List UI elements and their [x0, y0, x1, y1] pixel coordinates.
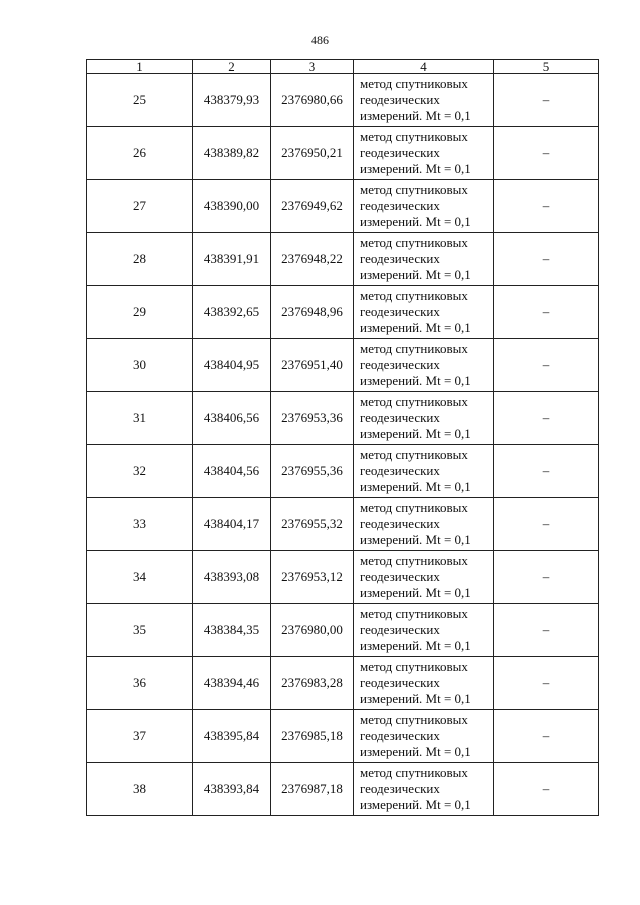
- x-coordinate-cell: [193, 339, 271, 392]
- point-number-cell: [87, 657, 193, 710]
- method-cell: [354, 498, 494, 551]
- y-coordinate-cell: [271, 233, 354, 286]
- note-cell: [494, 339, 599, 392]
- x-coordinate-cell-text: 438389,82: [203, 145, 260, 160]
- x-coordinate-cell-text: 438395,84: [203, 728, 260, 743]
- point-number-cell-text: 34: [133, 569, 146, 584]
- note-cell-text: –: [542, 251, 550, 266]
- x-coordinate-cell: [193, 445, 271, 498]
- point-number-cell-text: 32: [133, 463, 146, 478]
- note-cell: [494, 551, 599, 604]
- x-coordinate-cell: [193, 551, 271, 604]
- method-cell-text: метод спутниковых геодезических измерений. Mt = 0,1: [360, 129, 471, 176]
- method-cell: [354, 710, 494, 763]
- y-coordinate-cell: [271, 498, 354, 551]
- y-coordinate-cell-text: 2376980,00: [281, 622, 343, 637]
- table-row: [87, 710, 599, 763]
- y-coordinate-cell: [271, 286, 354, 339]
- point-number-cell-text: 25: [133, 92, 146, 107]
- point-number-cell-text: 31: [133, 410, 146, 425]
- table-row: [87, 763, 599, 816]
- y-coordinate-cell-text: 2376953,36: [281, 410, 343, 425]
- note-cell-text: –: [542, 516, 550, 531]
- x-coordinate-cell: [193, 74, 271, 127]
- column-header: 5: [494, 60, 599, 74]
- x-coordinate-cell: [193, 710, 271, 763]
- note-cell-text: –: [542, 728, 550, 743]
- y-coordinate-cell: [271, 657, 354, 710]
- y-coordinate-cell-text: 2376953,12: [281, 569, 343, 584]
- x-coordinate-cell-text: 438392,65: [203, 304, 260, 319]
- note-cell-text: –: [542, 198, 550, 213]
- note-cell: [494, 233, 599, 286]
- x-coordinate-cell-text: 438390,00: [203, 198, 260, 213]
- note-cell-text: –: [542, 145, 550, 160]
- method-cell: [354, 604, 494, 657]
- table-row: [87, 392, 599, 445]
- method-cell-text: метод спутниковых геодезических измерений. Mt = 0,1: [360, 712, 471, 759]
- page-number: 486: [311, 33, 329, 47]
- column-header: 4: [354, 60, 494, 74]
- y-coordinate-cell: [271, 604, 354, 657]
- point-number-cell: [87, 763, 193, 816]
- point-number-cell: [87, 180, 193, 233]
- y-coordinate-cell: [271, 127, 354, 180]
- column-header: 2: [193, 60, 271, 74]
- method-cell: [354, 763, 494, 816]
- x-coordinate-cell: [193, 604, 271, 657]
- method-cell-text: метод спутниковых геодезических измерений. Mt = 0,1: [360, 182, 471, 229]
- point-number-cell: [87, 233, 193, 286]
- note-cell-text: –: [542, 781, 550, 796]
- method-cell-text: метод спутниковых геодезических измерений. Mt = 0,1: [360, 606, 471, 653]
- y-coordinate-cell-text: 2376987,18: [281, 781, 343, 796]
- point-number-cell: [87, 286, 193, 339]
- point-number-cell: [87, 445, 193, 498]
- note-cell-text: –: [542, 463, 550, 478]
- y-coordinate-cell-text: 2376985,18: [281, 728, 343, 743]
- point-number-cell: [87, 604, 193, 657]
- y-coordinate-cell: [271, 392, 354, 445]
- x-coordinate-cell-text: 438406,56: [203, 410, 260, 425]
- method-cell-text: метод спутниковых геодезических измерений. Mt = 0,1: [360, 235, 471, 282]
- table-row: [87, 604, 599, 657]
- table-row: [87, 233, 599, 286]
- x-coordinate-cell-text: 438393,08: [203, 569, 260, 584]
- y-coordinate-cell-text: 2376983,28: [281, 675, 343, 690]
- note-cell: [494, 710, 599, 763]
- table-row: [87, 445, 599, 498]
- note-cell-text: –: [542, 92, 550, 107]
- method-cell: [354, 657, 494, 710]
- y-coordinate-cell-text: 2376951,40: [281, 357, 343, 372]
- method-cell-text: метод спутниковых геодезических измерений. Mt = 0,1: [360, 76, 471, 123]
- x-coordinate-cell: [193, 233, 271, 286]
- point-number-cell: [87, 127, 193, 180]
- y-coordinate-cell: [271, 339, 354, 392]
- method-cell: [354, 445, 494, 498]
- point-number-cell-text: 27: [133, 198, 146, 213]
- y-coordinate-cell-text: 2376949,62: [281, 198, 343, 213]
- point-number-cell-text: 28: [133, 251, 146, 266]
- y-coordinate-cell: [271, 74, 354, 127]
- note-cell: [494, 763, 599, 816]
- x-coordinate-cell: [193, 127, 271, 180]
- point-number-cell: [87, 339, 193, 392]
- note-cell-text: –: [542, 357, 550, 372]
- method-cell-text: метод спутниковых геодезических измерений. Mt = 0,1: [360, 341, 471, 388]
- method-cell-text: метод спутниковых геодезических измерений. Mt = 0,1: [360, 394, 471, 441]
- note-cell: [494, 657, 599, 710]
- table-row: [87, 74, 599, 127]
- note-cell: [494, 74, 599, 127]
- y-coordinate-cell-text: 2376950,21: [281, 145, 343, 160]
- note-cell: [494, 392, 599, 445]
- method-cell-text: метод спутниковых геодезических измерений. Mt = 0,1: [360, 659, 471, 706]
- x-coordinate-cell: [193, 498, 271, 551]
- method-cell: [354, 233, 494, 286]
- note-cell-text: –: [542, 410, 550, 425]
- y-coordinate-cell-text: 2376955,36: [281, 463, 343, 478]
- x-coordinate-cell: [193, 763, 271, 816]
- x-coordinate-cell: [193, 180, 271, 233]
- point-number-cell: [87, 551, 193, 604]
- column-header: 3: [271, 60, 354, 74]
- note-cell-text: –: [542, 675, 550, 690]
- note-cell-text: –: [542, 622, 550, 637]
- point-number-cell-text: 35: [133, 622, 146, 637]
- note-cell: [494, 286, 599, 339]
- method-cell-text: метод спутниковых геодезических измерений. Mt = 0,1: [360, 500, 471, 547]
- method-cell: [354, 127, 494, 180]
- x-coordinate-cell-text: 438404,95: [203, 357, 260, 372]
- point-number-cell: [87, 498, 193, 551]
- note-cell-text: –: [542, 304, 550, 319]
- note-cell: [494, 445, 599, 498]
- x-coordinate-cell-text: 438394,46: [203, 675, 260, 690]
- point-number-cell: [87, 74, 193, 127]
- x-coordinate-cell-text: 438379,93: [203, 92, 260, 107]
- point-number-cell-text: 33: [133, 516, 146, 531]
- y-coordinate-cell: [271, 710, 354, 763]
- x-coordinate-cell-text: 438393,84: [203, 781, 260, 796]
- table-row: [87, 180, 599, 233]
- point-number-cell-text: 38: [133, 781, 146, 796]
- note-cell: [494, 604, 599, 657]
- method-cell: [354, 180, 494, 233]
- note-cell: [494, 498, 599, 551]
- note-cell: [494, 127, 599, 180]
- method-cell-text: метод спутниковых геодезических измерений. Mt = 0,1: [360, 447, 471, 494]
- method-cell-text: метод спутниковых геодезических измерений. Mt = 0,1: [360, 553, 471, 600]
- table-row: [87, 498, 599, 551]
- column-header: 1: [87, 60, 193, 74]
- coordinates-table: [86, 59, 599, 816]
- note-cell: [494, 180, 599, 233]
- x-coordinate-cell-text: 438384,35: [203, 622, 260, 637]
- note-cell-text: –: [542, 569, 550, 584]
- method-cell: [354, 339, 494, 392]
- table-row: [87, 657, 599, 710]
- x-coordinate-cell-text: 438391,91: [203, 251, 260, 266]
- table-row: [87, 551, 599, 604]
- method-cell: [354, 551, 494, 604]
- y-coordinate-cell-text: 2376980,66: [281, 92, 343, 107]
- table-row: [87, 286, 599, 339]
- point-number-cell-text: 30: [133, 357, 146, 372]
- point-number-cell-text: 37: [133, 728, 146, 743]
- y-coordinate-cell: [271, 763, 354, 816]
- table-row: [87, 339, 599, 392]
- y-coordinate-cell: [271, 180, 354, 233]
- x-coordinate-cell: [193, 286, 271, 339]
- method-cell: [354, 392, 494, 445]
- y-coordinate-cell-text: 2376948,96: [281, 304, 343, 319]
- y-coordinate-cell-text: 2376948,22: [281, 251, 343, 266]
- y-coordinate-cell-text: 2376955,32: [281, 516, 343, 531]
- method-cell: [354, 74, 494, 127]
- y-coordinate-cell: [271, 445, 354, 498]
- table-row: [87, 127, 599, 180]
- point-number-cell: [87, 710, 193, 763]
- method-cell-text: метод спутниковых геодезических измерений. Mt = 0,1: [360, 765, 471, 812]
- point-number-cell-text: 29: [133, 304, 146, 319]
- point-number-cell-text: 26: [133, 145, 146, 160]
- x-coordinate-cell: [193, 392, 271, 445]
- method-cell-text: метод спутниковых геодезических измерений. Mt = 0,1: [360, 288, 471, 335]
- point-number-cell: [87, 392, 193, 445]
- method-cell: [354, 286, 494, 339]
- x-coordinate-cell-text: 438404,17: [203, 516, 260, 531]
- point-number-cell-text: 36: [133, 675, 146, 690]
- x-coordinate-cell: [193, 657, 271, 710]
- y-coordinate-cell: [271, 551, 354, 604]
- x-coordinate-cell-text: 438404,56: [203, 463, 260, 478]
- table-header-row: [87, 60, 599, 74]
